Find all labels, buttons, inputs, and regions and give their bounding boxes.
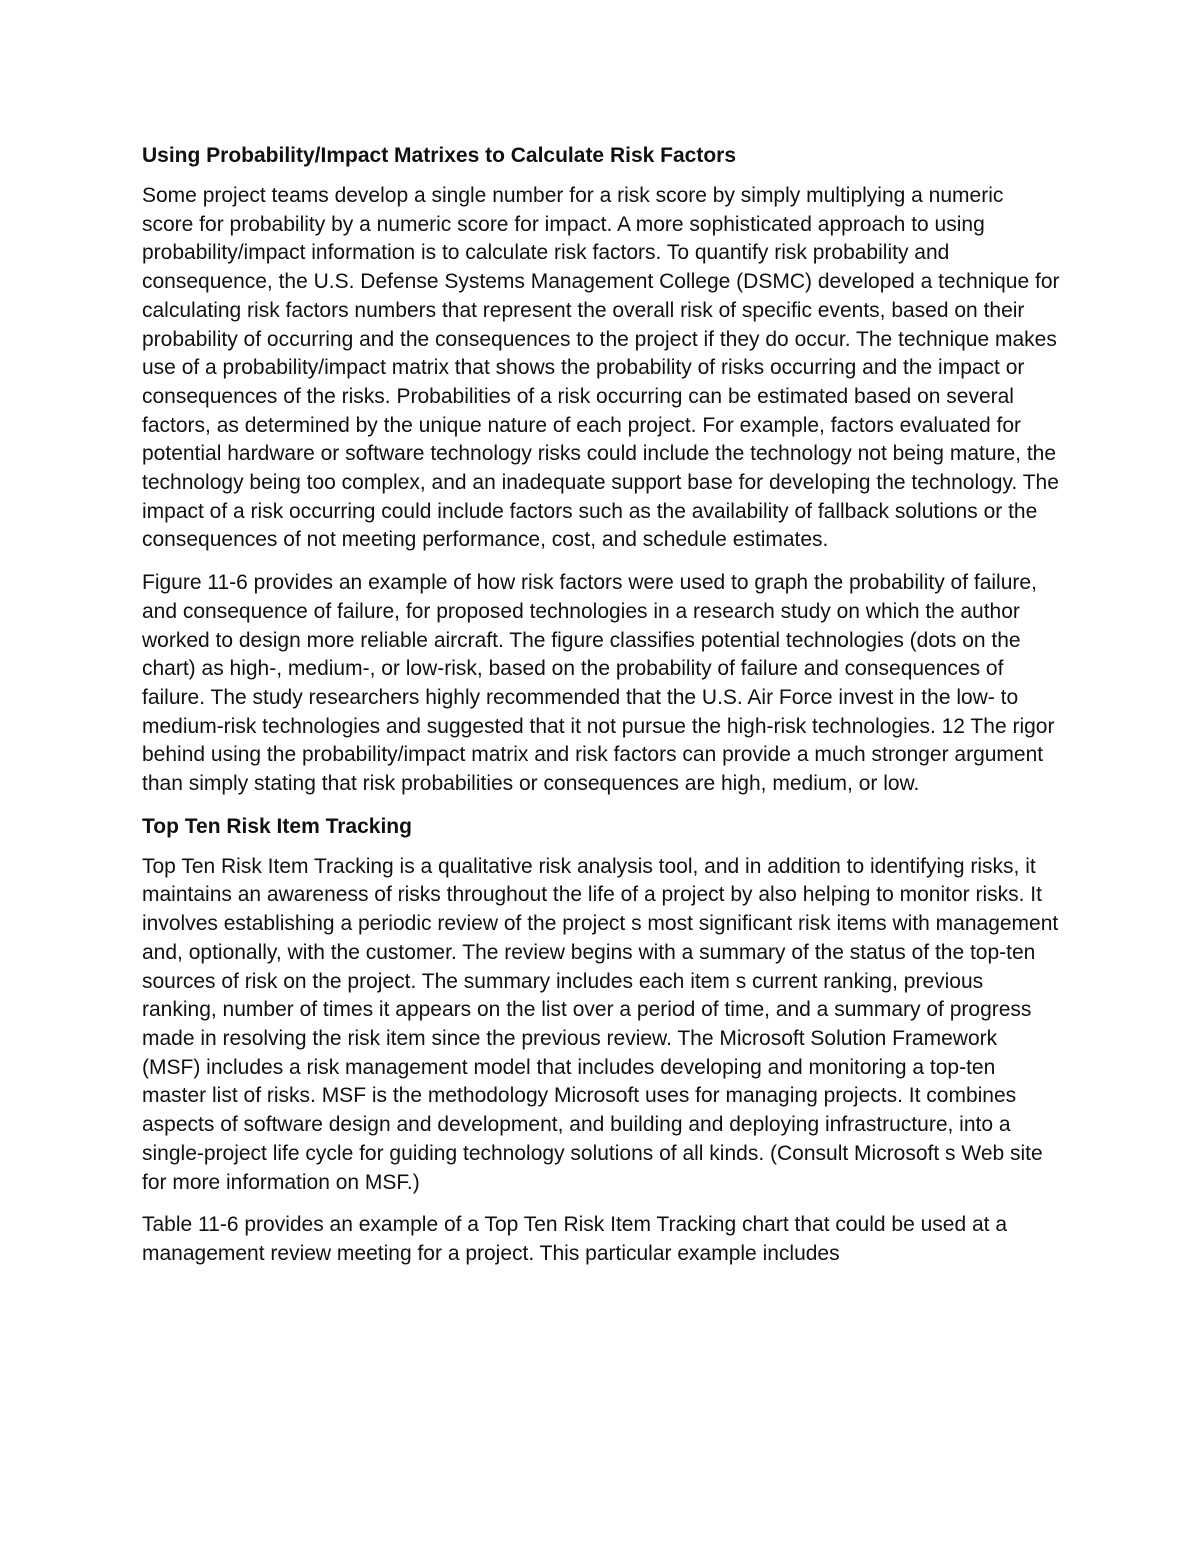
paragraph-table-11-6: Table 11-6 provides an example of a Top Ten Risk Item Tracking chart that could be used at a management review meeting for a project. This particular example includes [142,1213,1007,1265]
document-page [142,142,1060,1283]
section-heading-risk-factors: Using Probability/Impact Matrixes to Calculate Risk Factors [142,144,736,167]
paragraph-top-ten-intro: Top Ten Risk Item Tracking is a qualitative risk analysis tool, and in addition to identifying risks, it maintains an awareness of risks throughout the life of a project by also helping to monitor risks. It involves establishing a periodic review of the project s most significant risk items with management and, optionally, with the customer. The review begins with a summary of the status of the top-ten sources of risk on the project. The summary includes each item s current ranking, previous ranking, number of times it appears on the list over a period of time, and a summary of progress made in resolving the risk item since the previous review. The Microsoft Solution Framework (MSF) includes a risk management model that includes developing and monitoring a top-ten master list of risks. MSF is the methodology Microsoft uses for managing projects. It combines aspects of software design and development, and building and deploying infrastructure, into a single-project life cycle for guiding technology solutions of all kinds. (Consult Microsoft s Web site for more information on MSF.) [142,854,1059,1194]
paragraph-risk-factors-intro: Some project teams develop a single number for a risk score by simply multiplying a numeric score for probability by a numeric score for impact. A more sophisticated approach to using probability/impact information is to calculate risk factors. To quantify risk probability and consequence, the U.S. Defense Systems Management College (DSMC) developed a technique for calculating risk factors numbers that represent the overall risk of specific events, based on their probability of occurring and the consequences to the project if they do occur. The technique makes use of a probability/impact matrix that shows the probability of risks occurring and the impact or consequences of the risks. Probabilities of a risk occurring can be estimated based on several factors, as determined by the unique nature of each project. For example, factors evaluated for potential hardware or software technology risks could include the technology not being mature, the technology being too complex, and an inadequate support base for developing the technology. The impact of a risk occurring could include factors such as the availability of fallback solutions or the consequences of not meeting performance, cost, and schedule estimates. [142,184,1060,552]
paragraph-figure-11-6: Figure 11-6 provides an example of how risk factors were used to graph the probability of failure, and consequence of failure, for proposed technologies in a research study on which the author worked to design more reliable aircraft. The figure classifies potential technologies (dots on the chart) as high-, medium-, or low-risk, based on the probability of failure and consequences of failure. The study researchers highly recommended that the U.S. Air Force invest in the low- to medium-risk technologies and suggested that it not pursue the high-risk technologies. 12 The rigor behind using the probability/impact matrix and risk factors can provide a much stronger argument than simply stating that risk probabilities or consequences are high, medium, or low. [142,571,1055,796]
section-heading-top-ten: Top Ten Risk Item Tracking [142,814,412,838]
